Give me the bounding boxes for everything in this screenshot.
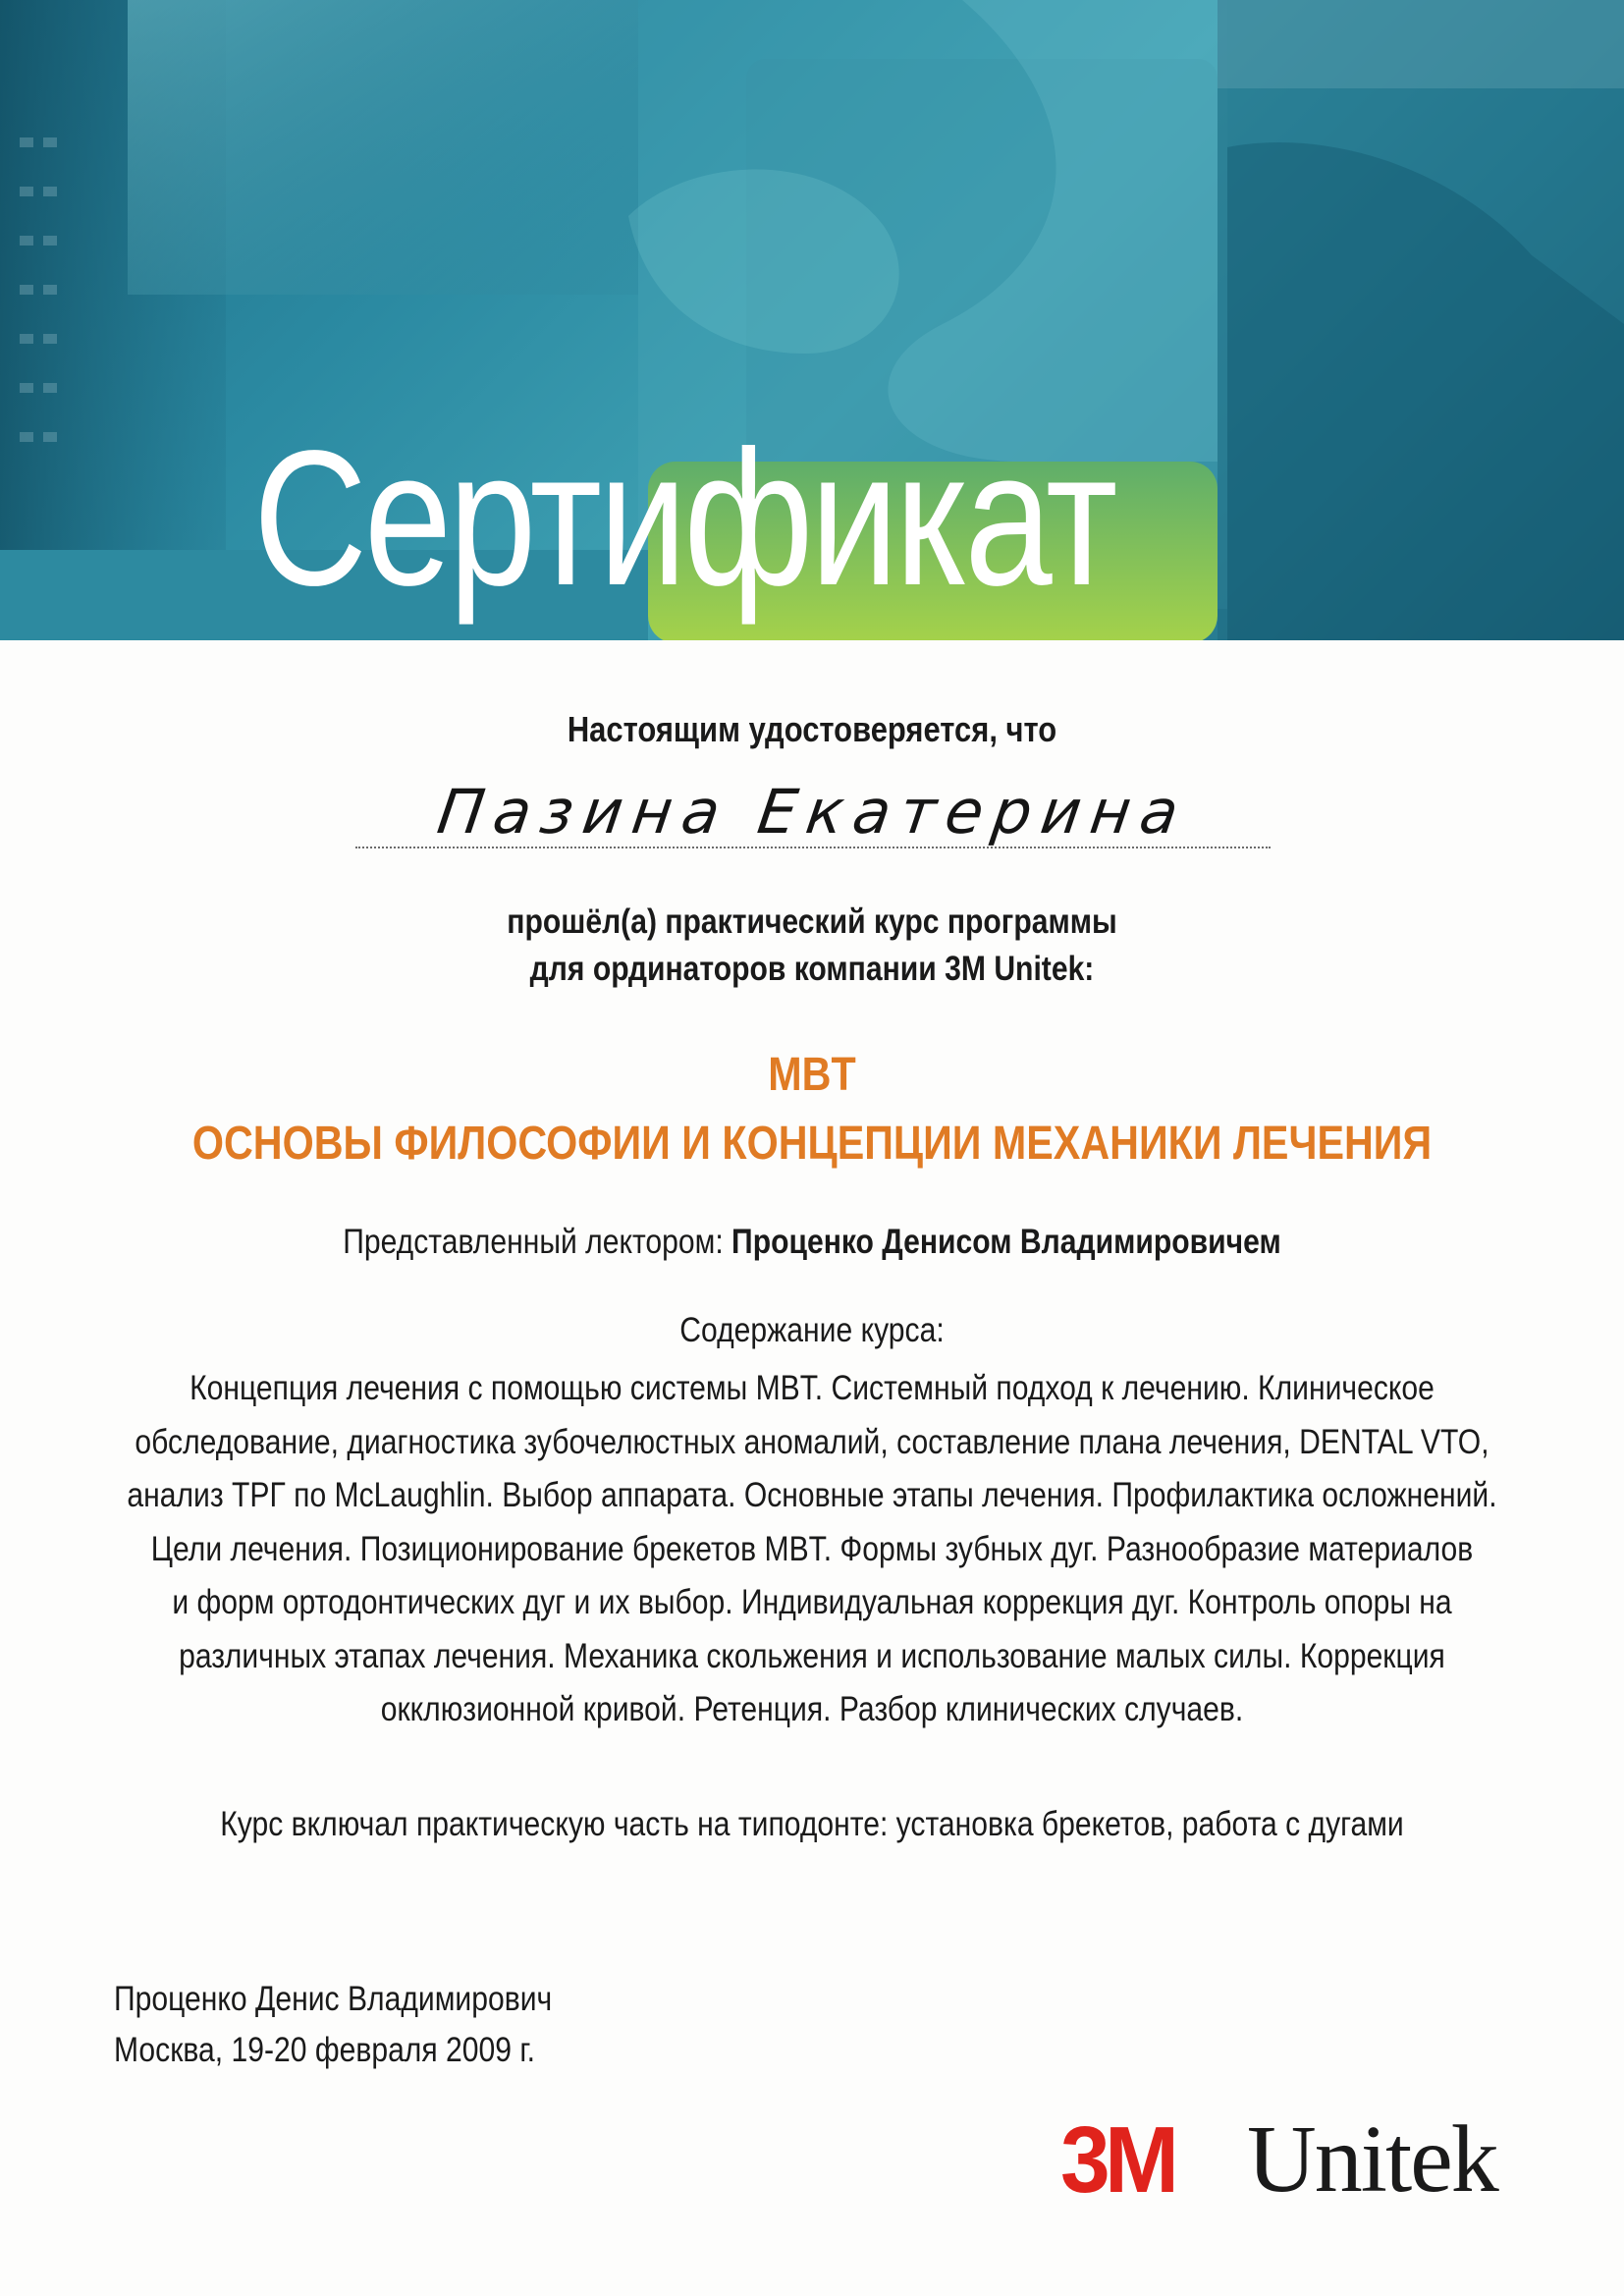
name-underline [355,847,1271,848]
intro-text [0,709,1624,750]
course-title-line-1: MBT [768,1049,856,1101]
content-description [0,1362,1624,1737]
content-line: окклюзионной кривой. Ретенция. Разбор клинических случаев. [380,1690,1244,1728]
practical-note [0,1805,1624,1844]
passed-course-text [0,899,1624,993]
content-heading [0,1311,1624,1350]
course-title-line-2: ОСНОВЫ ФИЛОСОФИИ И КОНЦЕПЦИИ МЕХАНИКИ ЛЕЧЕНИЯ [191,1118,1433,1170]
signer-block [114,1974,552,2076]
practical-note-text: Курс включал практическую часть на типодонте: установка брекетов, работа с дугами [220,1805,1404,1843]
content-line: и форм ортодонтических дуг и их выбор. Индивидуальная коррекция дуг. Контроль опоры на [172,1583,1452,1621]
content-line: различных этапах лечения. Механика скольжения и использование малых силы. Коррекция [179,1636,1445,1675]
logo-3m-mark: 3M [1060,2107,1174,2213]
content-line: обследование, диагностика зубочелюстных аномалий, составление плана лечения, DENTAL VTO, [135,1422,1489,1461]
content-line: Концепция лечения с помощью системы MBT. Системный подход к лечению. Клиническое [189,1369,1435,1407]
certificate-title: Сертификат [253,410,1115,626]
3m-unitek-logo [1060,2106,1532,2213]
content-line: анализ ТРГ по McLaughlin. Выбор аппарата. Основные этапы лечения. Профилактика осложнений. [127,1476,1497,1514]
recipient-name: Пазина Екатерина [433,776,1193,847]
content-heading-text: Содержание курса: [679,1311,945,1349]
passed-line-2: для ординаторов компании 3M Unitek: [529,950,1095,988]
lecturer-line [0,1223,1624,1262]
lecturer-name: Проценко Денисом Владимировичем [731,1223,1281,1261]
place-date: Москва, 19-20 февраля 2009 г. [114,2031,536,2069]
intro-line: Настоящим удостоверяется, что [567,709,1057,749]
header-banner [0,0,1624,648]
content-line: Цели лечения. Позиционирование брекетов MBT. Формы зубных дуг. Разнообразие материалов [150,1529,1474,1568]
lecturer-label: Представленный лектором: [343,1223,724,1261]
course-title [0,1041,1624,1178]
signer-name: Проценко Денис Владимирович [114,1980,553,2018]
passed-line-1: прошёл(а) практический курс программы [507,902,1117,941]
logo-brand-name: Unitek [1247,2106,1497,2213]
